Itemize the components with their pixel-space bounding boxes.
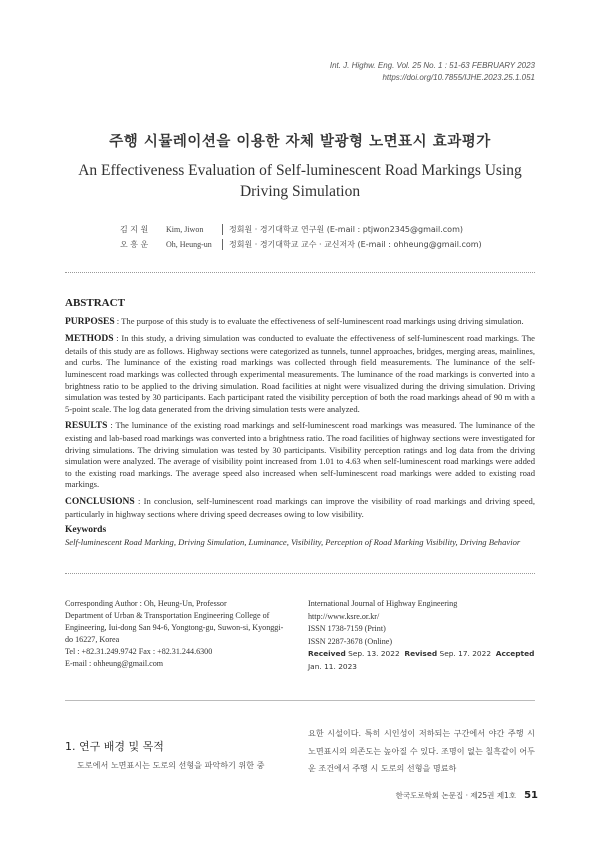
methods-text: : In this study, a driving simulation was conducted to evaluate the effectiveness of self-luminescent road markings. The details of this study are as follows. Highway sections were categorized as tunnels, tunnel approaches, bridges, merging areas, mainlines, and curbs. The luminance of the existing road markings was collected through field measurements. The luminance of the self-luminescent road markings was collected through experimental measurements. The luminance of the road markings is converted into a brightness ratio to be applied to the driving simulation. Road facilities at night were visualized during the driving simulation. Driving simulation was tested by 30 participants. Each participant rated the visibility perception of both the road markings ahead of 90 m with a 5-point scale. The log data generated from the driving simulation tests were analyzed.	[65, 333, 535, 414]
abstract-conclusions	[65, 496, 535, 520]
author-affiliation: 정회원 · 경기대학교 연구원 (E-mail : ptjwon2345@gmail.com)	[229, 225, 463, 234]
section-title: 1. 연구 배경 및 목적	[65, 740, 164, 753]
abstract-purposes	[65, 316, 535, 329]
issn-print: ISSN 1738-7159 (Print)	[308, 624, 386, 633]
revised-label: Revised	[404, 649, 438, 658]
author-row	[120, 237, 482, 252]
conclusions-text: : In conclusion, self-luminescent road markings can improve the visibility of road markings and driving speed, particularly in highway sections where driving speed decreases owing to low visibility.	[65, 495, 535, 519]
journal-url[interactable]: http://www.ksre.or.kr/	[308, 611, 380, 621]
corresponding-author-block	[65, 598, 290, 670]
doi-link[interactable]: https://doi.org/10.7855/IJHE.2023.25.1.051	[382, 73, 535, 82]
author-block	[120, 222, 482, 252]
abstract-methods	[65, 333, 535, 415]
results-text: : The luminance of the existing road markings and self-luminescent road markings was measured. The luminance of the existing and lab-based road markings was converted into a brightness ratio. The road facilities of highway sections were investigated for driving simulations. The driving simulation was tested by 30 participants. Visibility perception ratings and log data from the driving simulation were analyzed. The average of visibility point increased from 1.01 to 4.63 when self-luminescent road markings were added to the existing road markings. The average speed also increased when self-luminescent road markings were added to existing road markings.	[65, 420, 535, 490]
purposes-label: PURPOSES	[65, 316, 115, 327]
author-name-ko: 김 지 원	[120, 225, 149, 234]
purposes-text: : The purpose of this study is to evaluate the effectiveness of self-luminescent road markings using driving simulation.	[114, 315, 524, 326]
author-name-en: Kim, Jiwon	[166, 225, 204, 234]
received-date: Sep. 13. 2022	[348, 649, 400, 658]
received-label: Received	[308, 649, 346, 658]
journal-header	[330, 60, 535, 84]
methods-label: METHODS	[65, 334, 114, 345]
abstract-results	[65, 420, 535, 491]
author-row	[120, 222, 482, 237]
revised-date: Sep. 17. 2022	[439, 649, 492, 658]
accepted-label: Accepted	[495, 649, 535, 658]
title-english-line2: Driving Simulation	[239, 183, 361, 200]
page-footer	[396, 790, 538, 801]
title-korean: 주행 시뮬레이션을 이용한 자체 발광형 노면표시 효과평가	[109, 134, 491, 150]
author-name-en: Oh, Heung-un	[166, 240, 212, 249]
divider-bottom	[65, 700, 535, 701]
footer-journal: 한국도로학회 논문집 · 제25권 제1호	[395, 791, 517, 800]
corresponding-email[interactable]: E-mail : ohheung@gmail.com	[65, 659, 164, 668]
abstract-section	[65, 298, 535, 548]
accepted-date: Jan. 11. 2023	[308, 661, 358, 671]
journal-info-block	[308, 598, 538, 673]
author-affiliation: 정회원 · 경기대학교 교수 · 교신저자 (E-mail : ohheung@gmail.com)	[229, 240, 482, 249]
title-english-line1: An Effectiveness Evaluation of Self-luminescent Road Markings Using	[78, 162, 522, 179]
author-divider	[222, 239, 223, 250]
keywords-text: Self-luminescent Road Marking, Driving Simulation, Luminance, Visibility, Perception of Road Marking Visibility, Driving Behavior	[65, 536, 521, 547]
body-left-column: 도로에서 노면표시는 도로의 선형을 파악하기 위한 중	[77, 760, 265, 770]
journal-name: International Journal of Highway Engineering	[308, 599, 458, 608]
title-english	[0, 160, 600, 202]
divider-middle	[65, 573, 535, 574]
page-number: 51	[524, 790, 538, 801]
corresponding-phone: Tel : +82.31.249.9742 Fax : +82.31.244.6300	[65, 647, 213, 656]
corresponding-author: Corresponding Author : Oh, Heung-Un, Professor	[65, 599, 227, 608]
corresponding-address: Department of Urban & Transportation Engineering College of Engineering, Iui-dong San 94-6, Yongtong-gu, Suwon-si, Kyonggi-do 16227, Korea	[65, 611, 284, 644]
journal-citation: Int. J. Highw. Eng. Vol. 25 No. 1 : 51-63 FEBRUARY 2023	[329, 61, 535, 70]
issn-online: ISSN 2287-3678 (Online)	[308, 636, 393, 646]
conclusions-label: CONCLUSIONS	[65, 496, 135, 507]
body-right-column: 요한 시설이다. 특히 시인성이 저하되는 구간에서 야간 주행 시 노면표시의 의존도는 높아질 수 있다. 조명이 없는 칠흑같이 어두운 조건에서 주행 시 도로의 선형을 명료하	[308, 728, 535, 773]
divider-top	[65, 272, 535, 273]
author-divider	[222, 224, 223, 235]
submission-dates	[308, 648, 538, 673]
keywords-heading: Keywords	[65, 525, 107, 536]
author-name-ko: 오 흥 운	[120, 240, 149, 249]
abstract-heading: ABSTRACT	[65, 297, 125, 309]
results-label: RESULTS	[65, 421, 108, 432]
